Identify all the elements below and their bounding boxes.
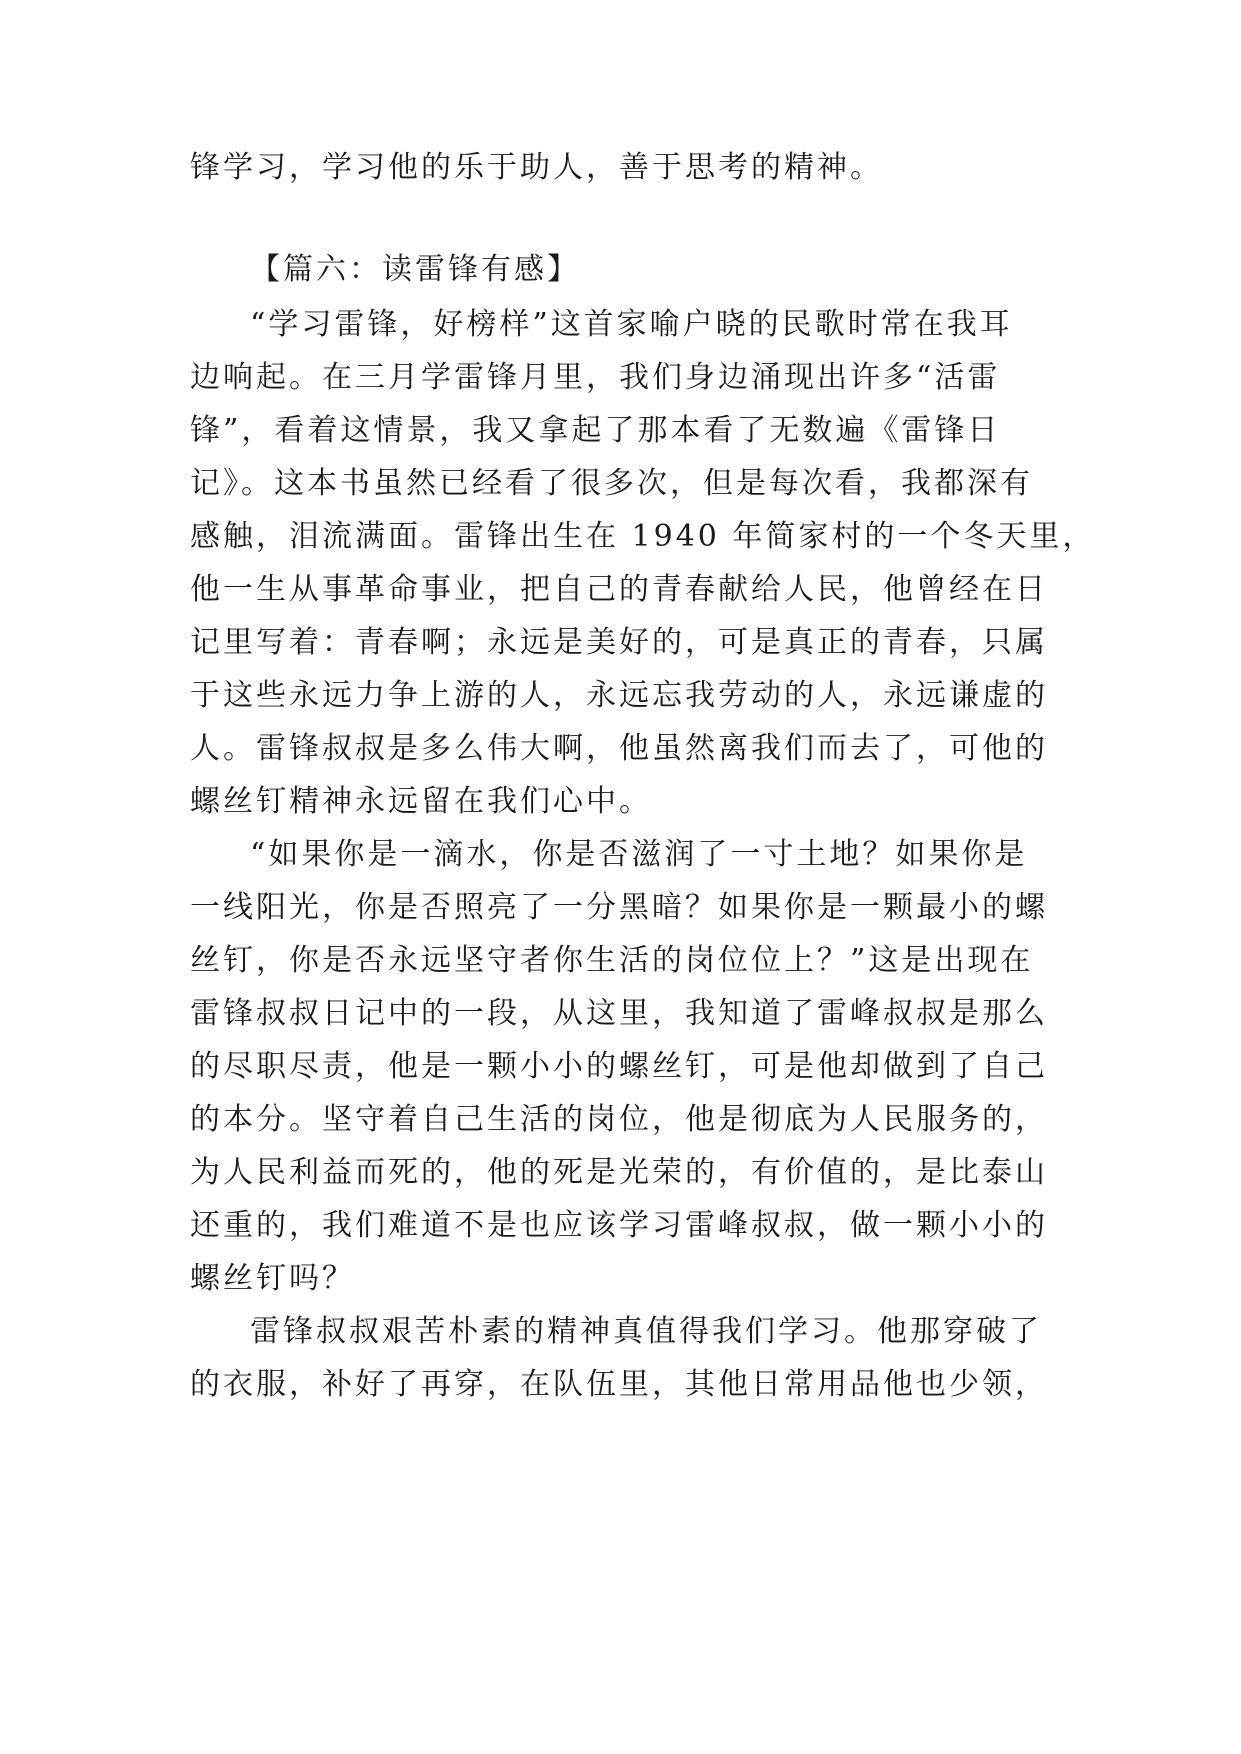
- paragraph-line: 雷锋叔叔日记中的一段，从这里，我知道了雷峰叔叔是那么: [190, 996, 1048, 1031]
- paragraph-line: 螺丝钉吗？: [190, 1261, 355, 1296]
- paragraph-line: 丝钉，你是否永远坚守者你生活的岗位位上？”这是出现在: [190, 943, 1034, 978]
- paragraph-line: 他一生从事革命事业，把自己的青春献给人民，他曾经在日: [190, 572, 1048, 607]
- text-line: 锋学习，学习他的乐于助人，善于思考的精神。: [190, 150, 883, 185]
- paragraph-line: 的衣服，补好了再穿，在队伍里，其他日常用品他也少领，: [190, 1367, 1048, 1402]
- paragraph-line: 边响起。在三月学雷锋月里，我们身边涌现出许多“活雷: [190, 360, 1001, 395]
- section-heading: 【篇六：读雷锋有感】: [250, 252, 580, 287]
- paragraph-line: 为人民利益而死的，他的死是光荣的，有价值的，是比泰山: [190, 1155, 1048, 1190]
- paragraph-line: 雷锋叔叔艰苦朴素的精神真值得我们学习。他那穿破了: [250, 1314, 1042, 1349]
- paragraph-line: 一线阳光，你是否照亮了一分黑暗？如果你是一颗最小的螺: [190, 890, 1048, 925]
- paragraph-line: 感触，泪流满面。雷锋出生在 1940 年简家村的一个冬天里，: [190, 519, 1096, 554]
- paragraph-line: “学习雷锋，好榜样”这首家喻户晓的民歌时常在我耳: [250, 307, 1013, 342]
- paragraph-line: 记》。这本书虽然已经看了很多次，但是每次看，我都深有: [190, 466, 1033, 501]
- paragraph-line: 的尽职尽责，他是一颗小小的螺丝钉，可是他却做到了自己: [190, 1049, 1048, 1084]
- paragraph-line: “如果你是一滴水，你是否滋润了一寸土地？如果你是: [250, 837, 1028, 872]
- paragraph-line: 记里写着：青春啊；永远是美好的，可是真正的青春，只属: [190, 625, 1048, 660]
- paragraph-line: 的本分。坚守着自己生活的岗位，他是彻底为人民服务的，: [190, 1102, 1048, 1137]
- paragraph-line: 锋”，看着这情景，我又拿起了那本看了无数遍《雷锋日: [190, 413, 1001, 448]
- paragraph-line: 还重的，我们难道不是也应该学习雷峰叔叔，做一颗小小的: [190, 1208, 1048, 1243]
- paragraph-line: 螺丝钉精神永远留在我们心中。: [190, 784, 652, 819]
- paragraph-line: 人。雷锋叔叔是多么伟大啊，他虽然离我们而去了，可他的: [190, 731, 1048, 766]
- paragraph-line: 于这些永远力争上游的人，永远忘我劳动的人，永远谦虚的: [190, 678, 1048, 713]
